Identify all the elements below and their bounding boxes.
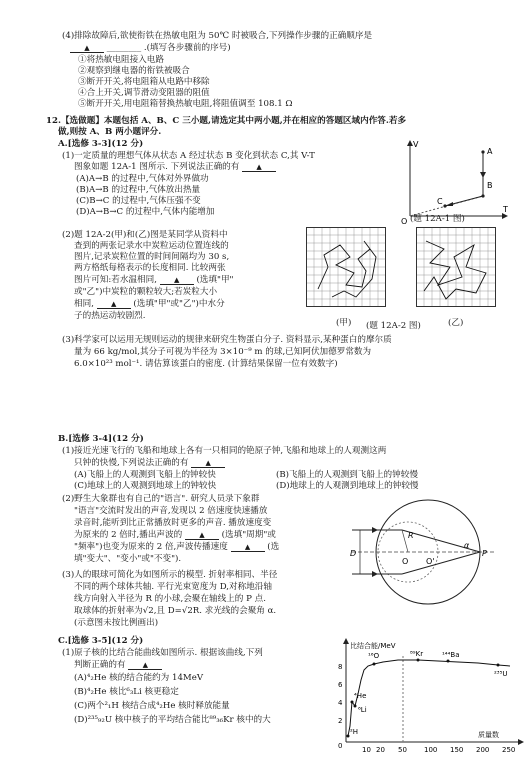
b-p3-line3: 线方向射入半径为 R 的小球,会聚在轴线上的 P 点. [74,594,266,604]
fig2-caption: (题 12A-2 图) [366,321,421,331]
c-option-a: (A)⁴₂He 核的结合能约为 14MeV [74,673,204,683]
label-alpha: α [464,541,470,550]
a-p3-line1: (3)科学家可以运用无规则运动的规律来研究生物蛋白分子. 资料显示,某种蛋白的摩尔质 [62,335,392,345]
t-label: T [503,205,508,214]
fig2-label-yi: (乙) [448,318,464,328]
ytick-8: 8 [338,663,343,671]
b-option-c: (C)地球上的人观测到地球上的钟较快 [74,481,217,491]
grid-yi [416,227,496,307]
a-p2-line6: 或"乙")中炭粒的颗粒较大;若炭粒大小 [74,287,218,297]
a-p2-line8: 子的热运动较剧烈. [74,311,146,321]
b-p2-line5: "频率")也变为原来的 2 倍,声波传播速度 ▲ (选 [74,542,280,552]
c-p1-line1: (1)原子核的比结合能曲线如图所示. 根据该曲线,下列 [62,648,263,658]
q4-line1: (4)排除故障后,欲使衔铁在热敏电阻为 50℃ 时被吸合,下列操作步骤的正确顺序是 [62,31,373,41]
curve-line [348,660,510,736]
point-c: C [437,197,443,206]
fig2-label-jia: (甲) [336,318,352,328]
label-o-prime: O' [426,557,435,566]
a-p2-line2: 查到的两张记录水中炭粒运动位置连线的 [74,241,229,251]
v-label: V [413,140,419,149]
answer-blank[interactable]: ▲ [231,543,265,552]
step-4: ④合上开关,调节滑动变阻器的阻值 [78,88,210,98]
xtick-20: 20 [376,746,385,754]
path-yi [424,241,486,299]
a-option-a: (A)A→B 的过程中,气体对外界做功 [76,174,209,184]
step-1: ①将热敏电阻接入电路 [78,55,164,65]
answer-blank[interactable]: ▲ [242,163,276,172]
a-p1-line1: (1)一定质量的理想气体从状态 A 经过状态 B 变化到状态 C,其 V-T [62,151,315,161]
ytick-0: 0 [338,742,343,750]
a-p3-line2: 量为 66 kg/mol,其分子可视为半径为 3×10⁻⁹ m 的球,已知阿伏加德罗常数为 [74,347,372,357]
label-r: R [408,531,414,540]
c-option-b: (B)⁴₂He 核比⁶₃Li 核更稳定 [74,687,179,697]
grid-jia [306,227,386,307]
label-d: D [350,549,357,558]
b-p1-line1: (1)接近光速飞行的飞船和地球上各有一只相同的铯原子钟,飞船和地球上的人观测这两 [62,446,387,456]
path-jia [318,241,376,297]
step-2: ②观察到继电器的衔铁被吸合 [78,66,190,76]
ytick-4: 4 [338,699,343,707]
b-p3-line4: 取球体的折射率为√2,且 D=√2R. 求光线的会聚角 α. [74,606,277,616]
c-option-d: (D)²³⁵₉₂U 核中核子的平均结合能比⁸⁹₃₆Kr 核中的大 [74,715,271,725]
b-option-b: (B)飞船上的人观测到飞船上的钟较慢 [276,470,418,480]
xtick-10: 10 [362,746,371,754]
answer-blank[interactable]: ▲ [160,276,194,285]
b-p2-line2: "语言"交流时发出的声音,发现以 2 倍速度快速播放 [74,506,268,516]
xtick-200: 200 [476,746,490,754]
b-option-a: (A)飞船上的人观测到飞船上的钟较快 [74,470,216,480]
label-o: O [402,557,409,566]
ytick-6: 6 [338,681,343,689]
answer-blank[interactable]: ▲ [185,531,219,540]
a-p3-line3: 6.0×10²³ mol⁻¹. 请估算该蛋白的密度. (计算结果保留一位有效数字) [74,359,338,369]
a-option-b: (B)A→B 的过程中,气体放出热量 [76,185,201,195]
nuclide-kr89: ⁸⁹Kr [410,650,424,658]
b-p2-line4: 为原来的 2 倍时,播出声波的 ▲ (选填"周期"或 [74,530,276,540]
xtick-250: 250 [502,746,516,754]
a-p2-line1: (2)题 12A-2(甲)和(乙)图是某同学从资料中 [62,230,228,240]
b-p3-line2: 不同的两个球体共轴. 平行光束宽度为 D,对称地沿轴 [74,582,272,592]
point-b: B [487,181,493,190]
c-p1-line2: 判断正确的有 ▲ [74,660,162,671]
nuclide-u235: ²³⁵U [494,670,508,678]
section-b-title: B.[选修 3-4](12 分) [58,434,144,444]
xtick-50: 50 [398,746,407,754]
b-p3-line1: (3)人的眼球可简化为如图所示的模型. 折射率相同、半径 [62,570,278,580]
q12-intro-2: 做,则按 A、B 两小题评分. [58,127,162,137]
nuclide-h2: ²H [350,728,359,736]
answer-blank[interactable]: ▲ [70,44,104,53]
b-p2-line6: 填"变大"、"变小"或"不变"). [74,554,182,564]
q4-line2: ▲ ________ .(填写各步骤前的序号) [70,43,231,54]
origin-label: O [401,217,408,226]
b-option-d: (D)地球上的人观测到地球上的钟较慢 [276,481,419,491]
xtick-100: 100 [424,746,438,754]
nuclide-ba144: ¹⁴⁴Ba [442,651,460,659]
eye-model-diagram [346,490,506,615]
binding-energy-curve [328,636,526,758]
nuclide-li6: ⁶Li [358,706,367,714]
xtick-150: 150 [450,746,464,754]
nuclide-he4: ⁴He [354,692,367,700]
a-p2-line5: 图片可知:若水温相同, ▲ (选填"甲" [74,275,234,285]
ytick-2: 2 [338,717,343,725]
answer-blank[interactable]: ▲ [191,459,225,468]
a-p2-line4: 两方格纸每格表示的长度相同. 比较两张 [74,263,226,273]
b-p3-line5: (示意图未按比例画出) [74,618,159,628]
y-axis-label: 比结合能/MeV [350,642,396,650]
a-p2-line3: 图片,记录炭粒位置的时间间隔均为 30 s, [74,252,230,262]
nuclide-o16: ¹⁶O [368,652,380,660]
b-p1-line2: 只钟的快慢,下列说法正确的有 ▲ [74,458,225,469]
q12-intro-1: 12.【选做题】本题包括 A、B、C 三小题,请选定其中两小题,并在相应的答题区域内作答.若多 [46,116,407,126]
section-c-title: C.[选修 3-5](12 分) [58,636,144,646]
a-p1-line2: 图象如题 12A-1 图所示. 下列说法正确的有 ▲ [74,162,276,173]
answer-blank[interactable]: ▲ [97,300,131,309]
label-p: P [482,549,487,558]
fig1-caption: (题 12A-1 图) [410,214,465,224]
step-5: ⑤断开开关,用电阻箱替换热敏电阻,将阻值调至 108.1 Ω [78,99,293,109]
a-p2-line7: 相同, ▲ (选填"甲"或"乙")中水分 [74,299,225,309]
b-p2-line1: (2)野生大象群也有自己的"语言". 研究人员录下象群 [62,494,260,504]
a-option-d: (D)A→B→C 的过程中,气体内能增加 [76,207,215,217]
point-a: A [487,147,493,156]
c-option-c: (C)两个²₁H 核结合成⁴₂He 核时释放能量 [74,701,230,711]
section-a-title: A.[选修 3-3](12 分) [58,139,144,149]
x-axis-label: 质量数 [478,731,499,739]
ray-lower-out [402,552,480,574]
answer-blank[interactable]: ▲ [128,661,162,670]
a-option-c: (C)B→C 的过程中,气体压强不变 [76,196,201,206]
step-3: ③断开开关,将电阻箱从电路中移除 [78,77,210,87]
b-p2-line3: 录音时,能听到比正常播放时更多的声音. 播放速度变 [74,518,272,528]
